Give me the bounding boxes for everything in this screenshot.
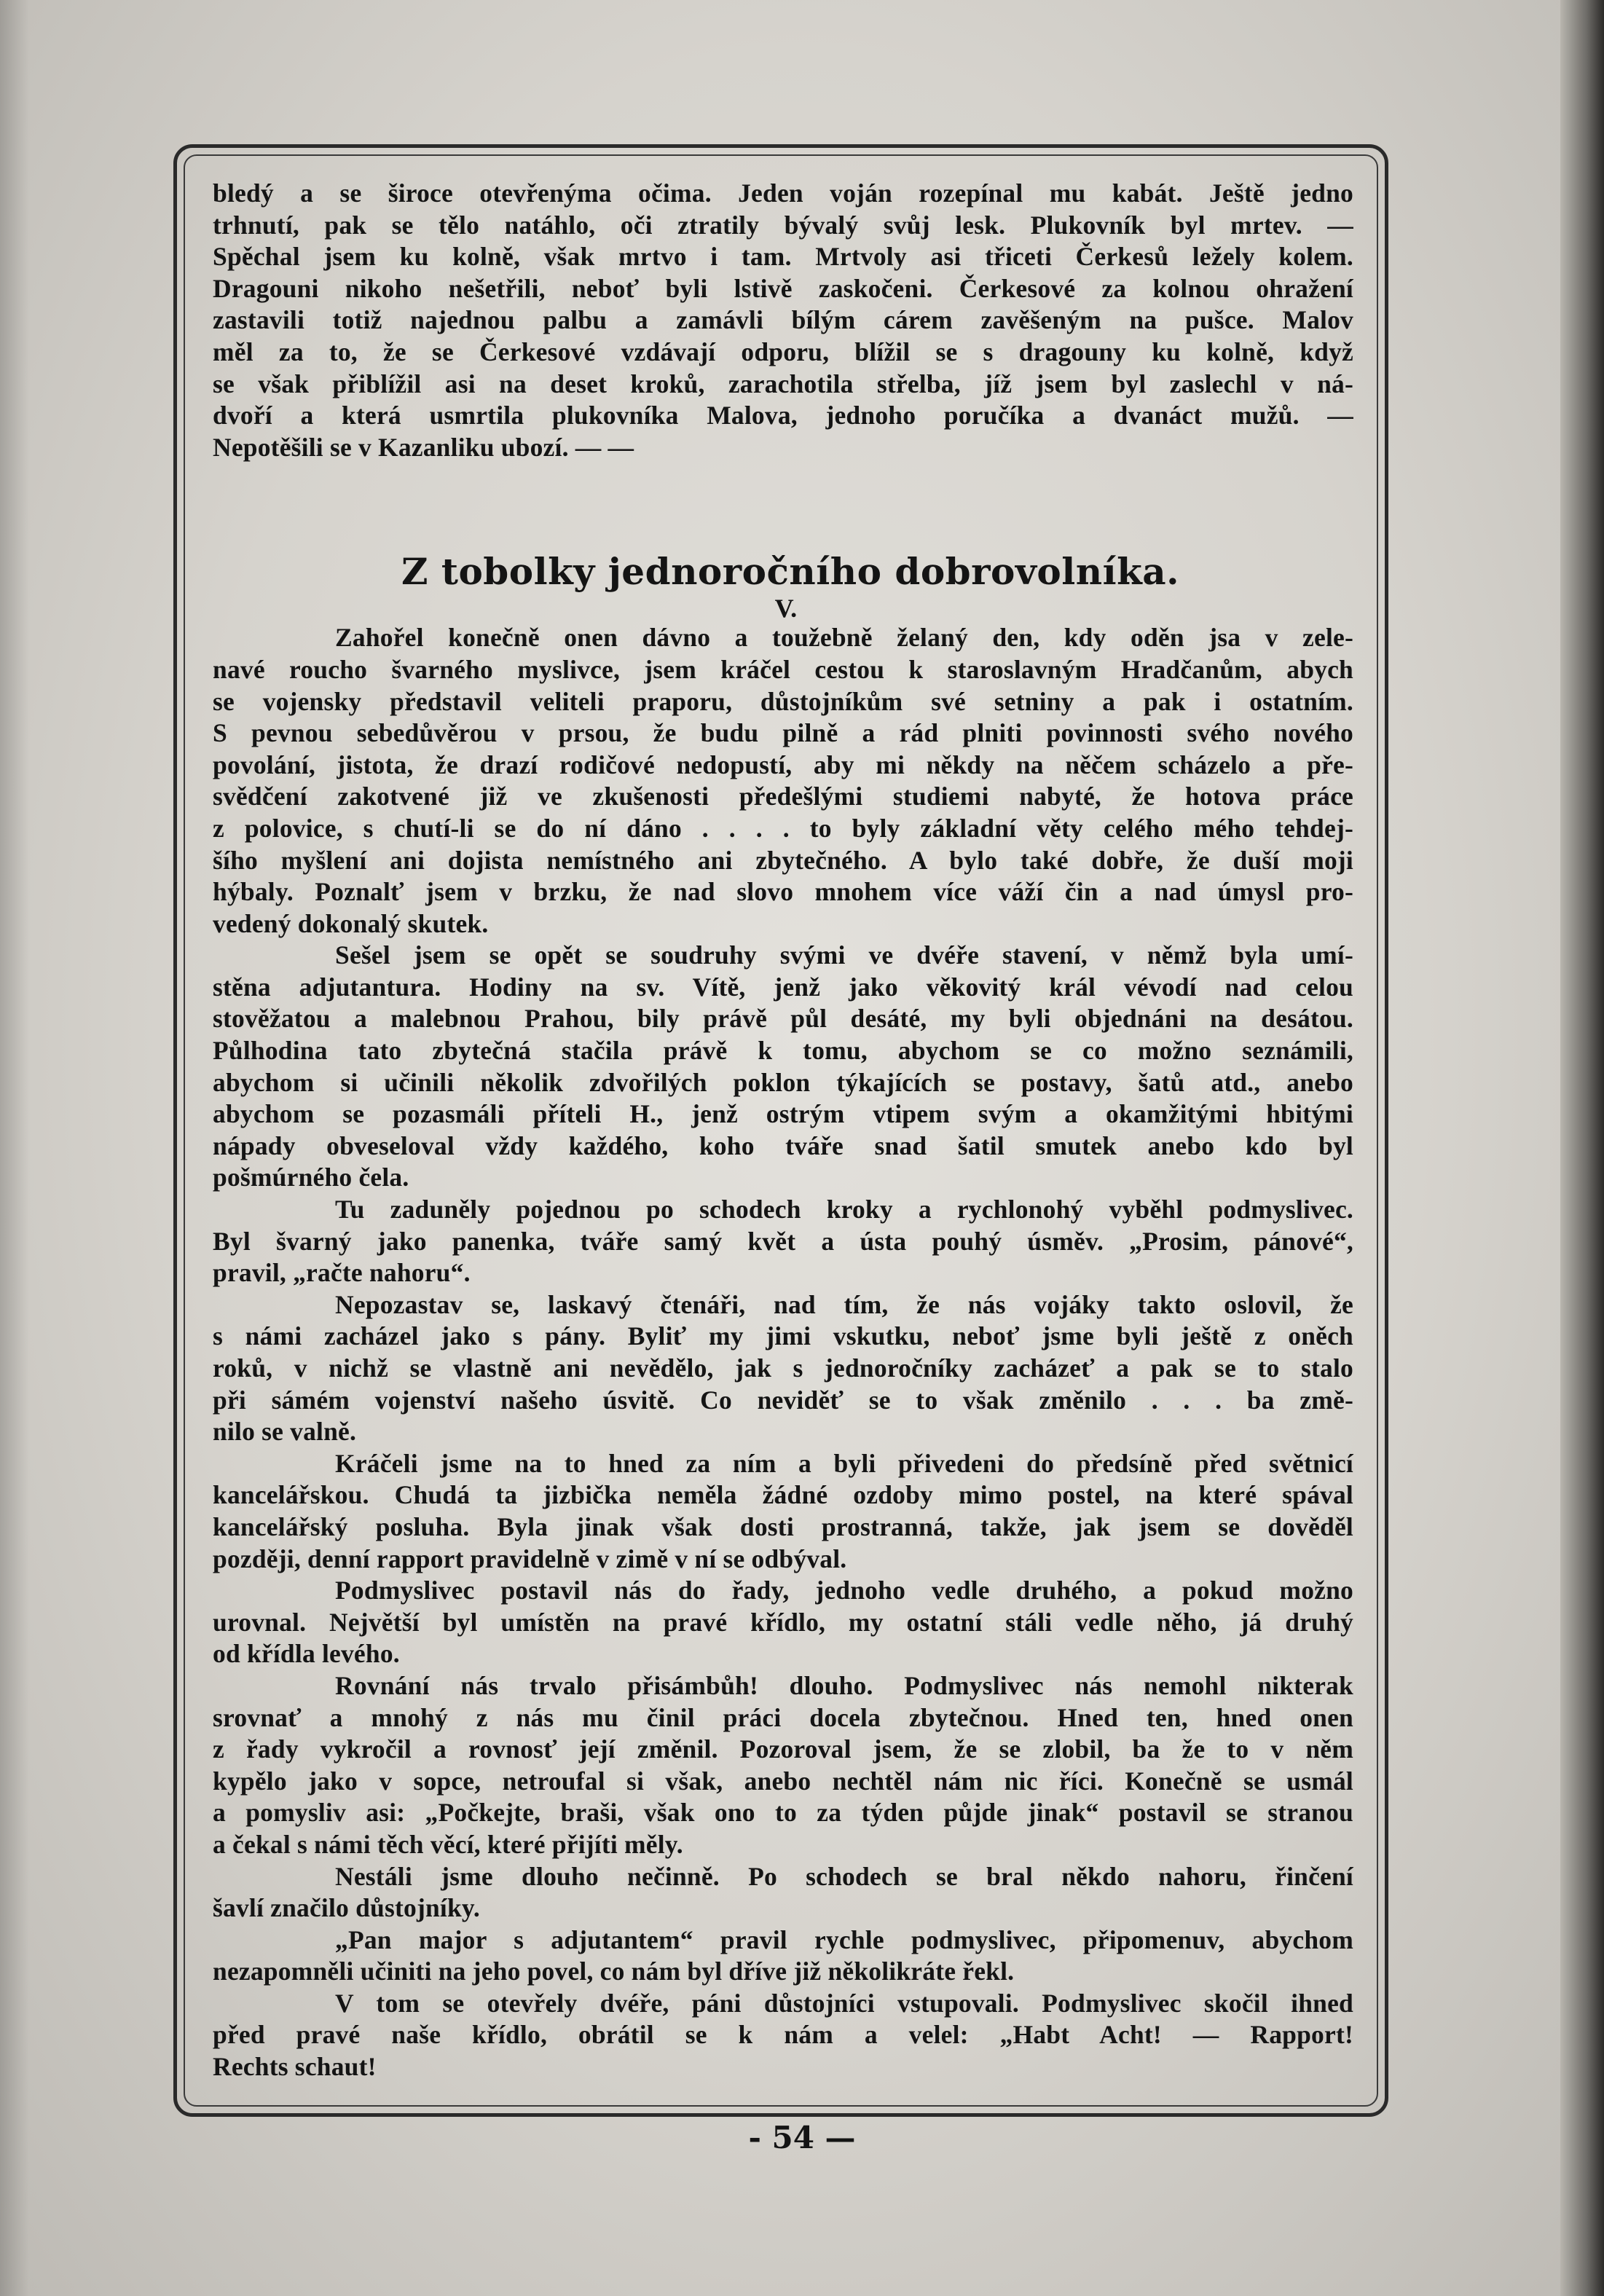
text-line: S pevnou sebedůvěrou v prsou, že budu pilně a rád plniti povinnosti svého nového	[213, 718, 1353, 748]
text-line: šího myšlení ani dojista nemístného ani zbytečného. A bylo také dobře, že duší moji	[213, 845, 1353, 875]
text-line: od křídla levého.	[213, 1639, 400, 1669]
text-line: pošmúrného čela.	[213, 1163, 409, 1192]
text-line: nezapomněli učiniti na jeho povel, co nám byl dříve již několikráte řekl.	[213, 1957, 1015, 1986]
text-line: Rechts schaut!	[213, 2052, 377, 2082]
paragraph	[213, 1575, 1353, 1670]
text-line: abychom si učinili několik zdvořilých poklon týkajících se postavy, šatů atd., anebo	[213, 1067, 1353, 1097]
text-line: z polovice, s chutí-li se do ní dáno . . . . to byly základní věty celého mého tehdej-	[213, 813, 1353, 843]
paragraph	[213, 1670, 1353, 1861]
book-binding-edge	[1560, 0, 1604, 2296]
paragraph	[213, 1988, 1353, 2083]
text-line: Sešel jsem se opět se soudruhy svými ve dvéře stavení, v němž byla umí-	[335, 940, 1353, 970]
text-line: Nepotěšili se v Kazanliku ubozí. — —	[213, 432, 634, 462]
text-line: Dragouni nikoho nešetřili, neboť byli lstivě zaskočeni. Čerkesové za kolnou ohražení	[213, 273, 1353, 303]
continuation-paragraph	[213, 178, 1353, 463]
text-line: dvoří a která usmrtila plukovníka Malova, jednoho poručíka a dvanáct mužů. —	[213, 401, 1353, 430]
text-line: roků, v nichž se vlastně ani nevědělo, jak s jednoročníky zacházeť a pak se to stalo	[213, 1353, 1353, 1383]
text-line: hýbaly. Poznalť jsem v brzku, že nad slovo mnohem více váží čin a nad úmysl pro-	[213, 877, 1353, 907]
text-line: bledý a se široce otevřenýma očima. Jeden voján rozepínal mu kabát. Ještě jedno	[213, 178, 1353, 208]
text-line: „Pan major s adjutantem“ pravil rychle podmyslivec, připomenuv, abychom	[335, 1925, 1353, 1954]
text-line: z řady vykročil a rovnosť její změnil. Pozoroval jsem, že se zlobil, ba že to v něm	[213, 1734, 1353, 1764]
text-line: stěna adjutantura. Hodiny na sv. Vítě, jenž jako věkovitý král vévodí nad celou	[213, 972, 1353, 1002]
text-line: měl za to, že se Čerkesové vzdávají odporu, blížil se s dragouny ku kolně, když	[213, 337, 1353, 366]
text-line: se však přiblížil asi na deset kroků, zarachotila střelba, jíž jsem byl zaslechl v ná-	[213, 369, 1353, 398]
text-line: svědčení zakotvené již ve zkušenosti předešlými studiemi nabyté, že hotova práce	[213, 782, 1353, 811]
text-line: později, denní rapport pravidelně v zimě v ní se odbýval.	[213, 1544, 847, 1573]
text-line: a čekal s námi těch věcí, které přijíti měly.	[213, 1829, 683, 1859]
paragraph	[213, 1448, 1353, 1575]
text-line: nápady obveseloval vždy každého, koho tváře snad šatil smutek anebo kdo byl	[213, 1131, 1353, 1160]
text-line: se vojensky představil veliteli praporu, důstojníkům své setniny a pak i ostatním.	[213, 686, 1353, 716]
text-line: urovnal. Největší byl umístěn na pravé křídlo, my ostatní stáli vedle něho, já druhý	[213, 1607, 1353, 1637]
text-line: Nestáli jsme dlouho nečinně. Po schodech se bral někdo nahoru, řinčení	[335, 1861, 1353, 1891]
text-line: srovnať a mnohý z nás mu činil práci docela zbytečnou. Hned ten, hned onen	[213, 1702, 1353, 1732]
text-line: šavlí značilo důstojníky.	[213, 1893, 480, 1923]
page-edge-shadow	[0, 0, 29, 2296]
page-number: - 54 —	[748, 2120, 856, 2155]
text-line: Byl švarný jako panenka, tváře samý květ a ústa pouhý úsměv. „Prosim, pánové“,	[213, 1226, 1353, 1256]
text-line: kypělo jako v sopce, netroufal si však, anebo nechtěl nám nic říci. Konečně se usmál	[213, 1766, 1353, 1796]
paragraph	[213, 622, 1353, 940]
text-line: navé roucho švarného myslivce, jsem kráčel cestou k staroslavným Hradčanům, abych	[213, 654, 1353, 684]
text-line: stověžatou a malebnou Prahou, bily právě půl desáté, my byli objednáni na desátou.	[213, 1004, 1353, 1034]
text-line: abychom se pozasmáli příteli H., jenž ostrým vtipem svým a okamžitými hbitými	[213, 1099, 1353, 1129]
text-line: Zahořel konečně onen dávno a toužebně želaný den, kdy oděn jsa v zele-	[335, 623, 1353, 653]
text-line: a pomysliv asi: „Počkejte, braši, však ono to za týden půjde jinak“ postavil se stranou	[213, 1798, 1353, 1828]
text-line: vedený dokonalý skutek.	[213, 908, 489, 938]
text-line: Kráčeli jsme na to hned za ním a byli přivedeni do předsíně před světnicí	[335, 1448, 1353, 1478]
paragraph	[213, 940, 1353, 1194]
section-gap	[213, 463, 1353, 549]
paragraph	[213, 1289, 1353, 1448]
text-line: Tu zaduněly pojednou po schodech kroky a rychlonohý vyběhl podmyslivec.	[335, 1195, 1353, 1224]
text-line: kancelářskou. Chudá ta jizbička neměla žádné ozdoby mimo postel, na které spával	[213, 1480, 1353, 1510]
text-line: Půlhodina tato zbytečná stačila právě k tomu, abychom se co možno seznámili,	[213, 1036, 1353, 1066]
text-line: pravil, „račte nahoru“.	[213, 1258, 471, 1288]
paragraph	[213, 1861, 1353, 1925]
text-line: Spěchal jsem ku kolně, však mrtvo i tam. Mrtvoly asi třiceti Čerkesů ležely kolem.	[213, 242, 1353, 272]
page-content	[213, 178, 1353, 2083]
text-line: před pravé naše křídlo, obrátil se k nám a velel: „Habt Acht! — Rapport!	[213, 2020, 1353, 2050]
text-line: s námi zacházel jako s pány. Byliť my jimi vskutku, neboť jsme byli ještě z oněch	[213, 1321, 1353, 1351]
paragraph	[213, 1194, 1353, 1289]
text-line: trhnutí, pak se tělo natáhlo, oči ztratily bývalý svůj lesk. Plukovník byl mrtev. —	[213, 210, 1353, 240]
article-title: Z tobolky jednoročního dobrovolníka.	[401, 550, 1180, 594]
text-line: Rovnání nás trvalo přisámbůh! dlouho. Podmyslivec nás nemohl nikterak	[335, 1670, 1353, 1700]
text-line: nilo se valně.	[213, 1417, 357, 1447]
text-line: zastavili totiž najednou palbu a zamávli bílým cárem zavěšeným na pušce. Malov	[213, 305, 1353, 335]
part-number: V.	[774, 594, 798, 624]
paragraph	[213, 1925, 1353, 1988]
text-line: povolání, jistota, že drazí rodičové nedopustí, aby mi někdy na něčem scházelo a pře-	[213, 750, 1353, 779]
text-line: Nepozastav se, laskavý čtenáři, nad tím, že nás vojáky takto oslovil, že	[335, 1289, 1353, 1319]
text-line: kancelářský posluha. Byla jinak však dosti prostranná, takže, jak jsem se dověděl	[213, 1511, 1353, 1541]
text-line: V tom se otevřely dvéře, páni důstojníci vstupovali. Podmyslivec skočil ihned	[335, 1988, 1353, 2018]
text-line: Podmyslivec postavil nás do řady, jednoho vedle druhého, a pokud možno	[335, 1576, 1353, 1605]
text-line: při sámém vojenství našeho úsvitě. Co neviděť se to však změnilo . . . ba změ-	[213, 1385, 1353, 1415]
